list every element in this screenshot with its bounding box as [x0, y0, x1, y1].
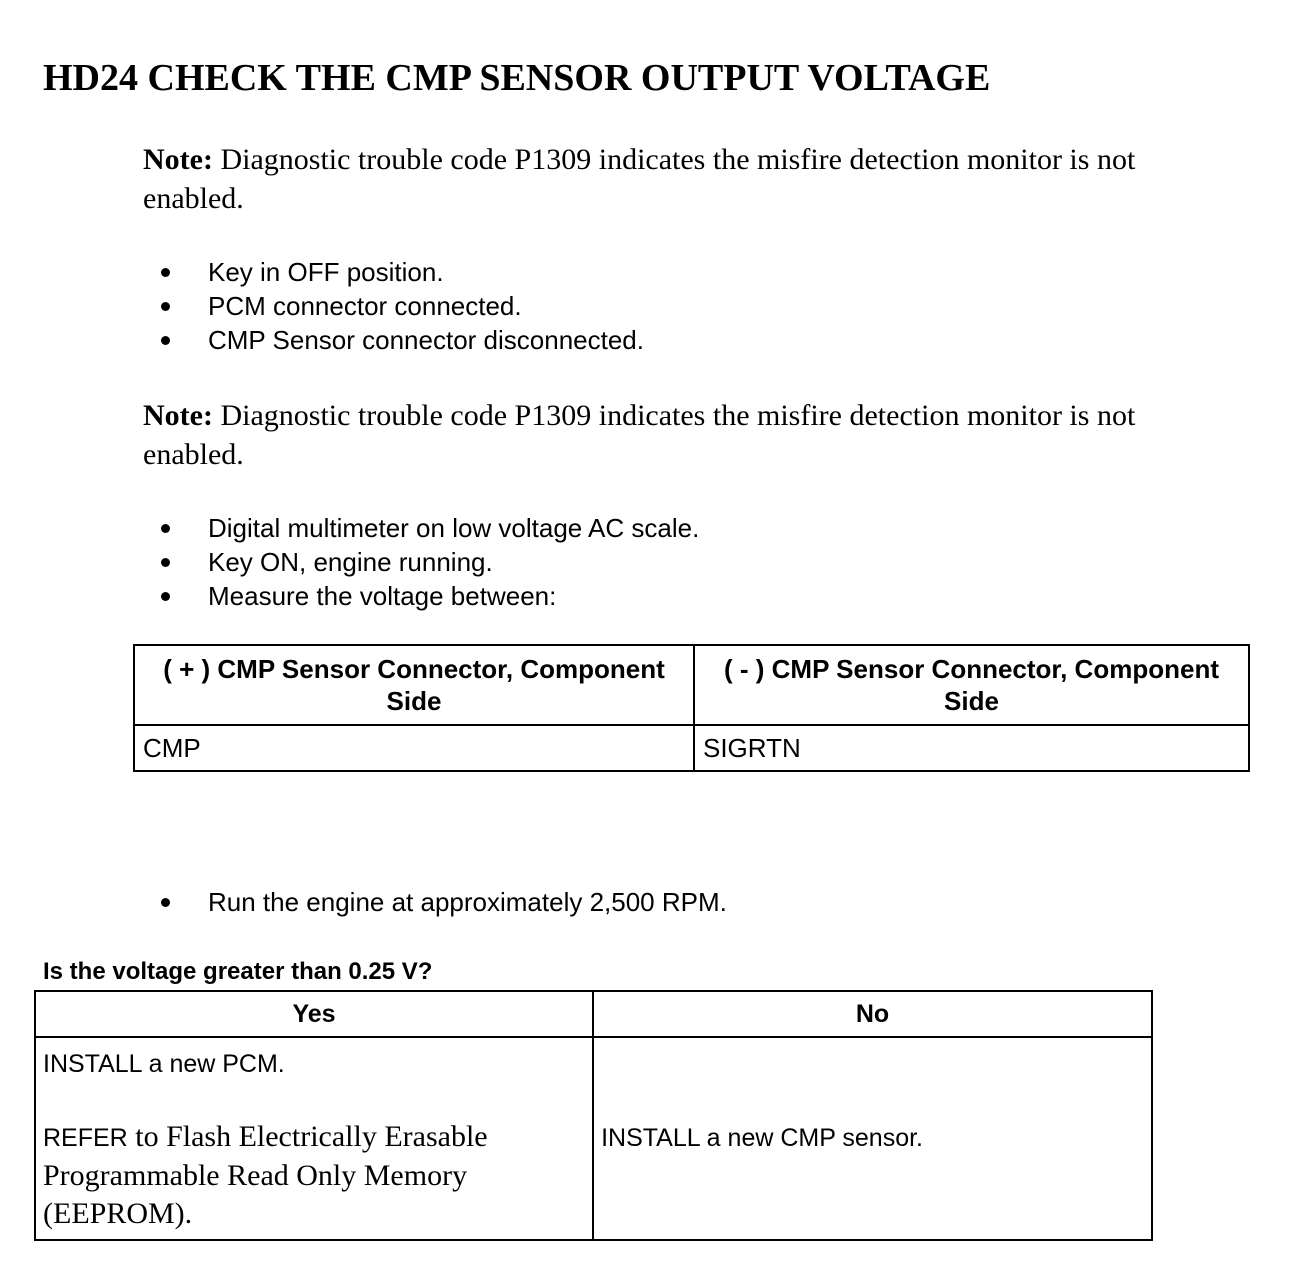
run-engine-list [158, 885, 727, 919]
table-row [35, 1037, 1152, 1240]
table-header-row [35, 991, 1152, 1037]
no-cell: INSTALL a new CMP sensor. [593, 1037, 1152, 1240]
list-item: Run the engine at approximately 2,500 RPM. [158, 885, 727, 919]
bullet-icon [161, 558, 170, 567]
yes-header: Yes [35, 991, 593, 1037]
bullet-icon [161, 268, 170, 277]
question: Is the voltage greater than 0.25 V? [43, 958, 433, 985]
list-item: PCM connector connected. [158, 289, 644, 323]
column-header: ( - ) CMP Sensor Connector, Component Side [694, 645, 1249, 725]
page-title: HD24 CHECK THE CMP SENSOR OUTPUT VOLTAGE [43, 57, 991, 99]
list-item: Digital multimeter on low voltage AC scale. [158, 511, 699, 545]
yes-reference [43, 1118, 586, 1233]
yes-action: INSTALL a new PCM. [43, 1050, 285, 1078]
note-2-label: Note: [143, 399, 213, 432]
note-1 [143, 140, 1223, 218]
yes-cell [35, 1037, 593, 1240]
list-item: Key in OFF position. [158, 255, 644, 289]
refer-text: to Flash Electrically Erasable Programmable Read Only Memory (EEPROM). [43, 1120, 488, 1230]
table-row [134, 725, 1249, 771]
bullet-icon [161, 302, 170, 311]
table-cell: SIGRTN [694, 725, 1249, 771]
no-header: No [593, 991, 1152, 1037]
list-item: Key ON, engine running. [158, 545, 699, 579]
bullet-icon [161, 524, 170, 533]
table-cell: CMP [134, 725, 694, 771]
result-table [34, 990, 1153, 1241]
note-2-text: Diagnostic trouble code P1309 indicates the misfire detection monitor is not enabled. [143, 399, 1136, 471]
bullet-icon [161, 592, 170, 601]
bullet-icon [161, 336, 170, 345]
table-header-row [134, 645, 1249, 725]
column-header: ( + ) CMP Sensor Connector, Component Side [134, 645, 694, 725]
bullet-icon [161, 898, 170, 907]
note-1-text: Diagnostic trouble code P1309 indicates the misfire detection monitor is not enabled. [143, 143, 1136, 215]
list-item: Measure the voltage between: [158, 579, 699, 613]
note-1-label: Note: [143, 143, 213, 176]
measurement-table [133, 644, 1250, 772]
list-item: CMP Sensor connector disconnected. [158, 323, 644, 357]
precondition-list [158, 255, 644, 357]
note-2 [143, 396, 1223, 474]
refer-label: REFER [43, 1124, 128, 1152]
measurement-setup-list [158, 511, 699, 613]
